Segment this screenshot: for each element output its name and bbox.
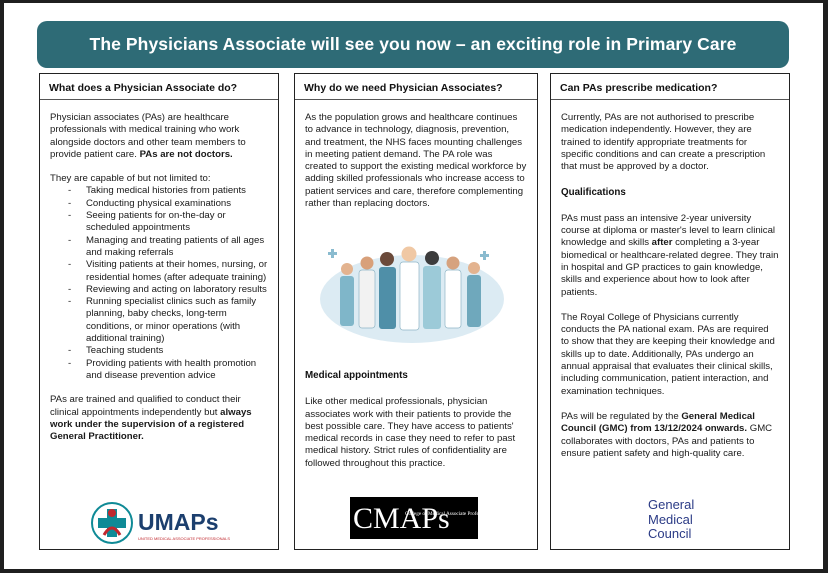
list-item: - Taking medical histories from patients	[68, 185, 268, 197]
gmc-logo-line: Medical	[648, 511, 693, 527]
column-prescribe	[550, 73, 790, 550]
banner-title: The Physicians Associate will see you now – an exciting role in Primary Care	[37, 21, 789, 68]
list-item: - Providing patients with health promotion and disease prevention advice	[68, 358, 268, 383]
umaps-logo	[88, 499, 238, 547]
rcp-paragraph: The Royal College of Physicians currently conducts the PA national exam. PAs are required to show that they are keeping their knowledge and skills up to date. Additionally, PAs undergo an annual appraisal that evaluates their clinical skills, including communication, patient interaction, and examination techniques.	[561, 311, 775, 397]
column-why-need	[294, 73, 538, 550]
closing-paragraph: PAs are trained and qualified to conduct their clinical appointments independently but always work under the supervision of a registered General Practitioner.	[50, 394, 252, 443]
column-heading: Can PAs prescribe medication?	[551, 74, 789, 100]
list-item: - Running specialist clinics such as family planning, baby checks, long-term conditions, or minor operations (with additional training)	[68, 296, 268, 345]
column-body	[551, 100, 789, 460]
qualifications-title: Qualifications	[561, 187, 626, 199]
gmc-logo-line: Council	[648, 526, 692, 541]
list-item: - Reviewing and acting on laboratory results	[68, 284, 268, 296]
column-what-pa-do	[39, 73, 279, 550]
appointments-section	[295, 370, 537, 470]
list-item: - Visiting patients at their homes, nursing, or residential homes (after adequate training)	[68, 259, 268, 284]
list-item: - Conducting physical examinations	[68, 198, 268, 210]
cmaps-logo-sub: College of Medical Associate Prof	[405, 511, 477, 517]
intro-paragraph: Physician associates (PAs) are healthcare professionals with medical training who work alongside doctors and other team members to provide patient care. PAs are not doctors.	[50, 112, 246, 160]
prescribe-paragraph: Currently, PAs are not authorised to prescribe medication independently. However, they are trained to identify appropriate treatments for specific conditions and can create a prescription that must be approved by a doctor.	[561, 112, 766, 173]
why-paragraph: As the population grows and healthcare continues to advance in technology, diagnosis, prevention, and treatment, the NHS faces mounting challenges in meeting patient demand. The PA role was created to support the existing medical workforce by adding skilled professionals who increase access to patient services and care, therefore complementing rather than replacing doctors.	[305, 112, 527, 210]
appointments-title: Medical appointments	[305, 370, 408, 381]
qualifications-paragraph: PAs must pass an intensive 2-year university course at diploma or master's level to learn clinical knowledge and skills after completing a 3-year biomedical or healthcare-related degree. They train in hospital and GP practices to gain knowledge, skills and experience about how to look after patients.	[561, 212, 779, 298]
cmaps-logo-text: CMAPs	[353, 502, 450, 535]
gmc-paragraph: PAs will be regulated by the General Medical Council (GMC) from 13/12/2024 onwards. GMC collaborates with doctors, PAs and patients to ensure patient safety and high-quality care.	[561, 410, 773, 459]
list-item: - Seeing patients for on-the-day or scheduled appointments	[68, 210, 268, 235]
list-item: - Teaching students	[68, 345, 268, 357]
leaflet-page	[4, 3, 823, 569]
column-heading: What does a Physician Associate do?	[40, 74, 278, 100]
gmc-logo	[648, 498, 694, 542]
cmaps-logo	[350, 497, 478, 539]
umaps-logo-sub: UNITED MEDICAL ASSOCIATE PROFESSIONALS	[138, 536, 231, 541]
gmc-logo-line: General	[648, 497, 695, 512]
column-body	[295, 100, 537, 210]
appointments-paragraph: Like other medical professionals, physician associates work with their patients to provide the best possible care. They have access to patients' medical records in case they need to refer to past medical history. Strict rules of confidentiality are followed throughout this practice.	[305, 396, 516, 469]
duties-list	[50, 185, 268, 382]
column-heading: Why do we need Physician Associates?	[295, 74, 537, 100]
healthcare-team-illustration	[317, 239, 507, 349]
umaps-logo-text: UMAPs	[138, 509, 219, 535]
capable-text: They are capable of but not limited to:	[50, 173, 211, 185]
list-item: - Managing and treating patients of all ages and making referrals	[68, 235, 268, 260]
column-body	[40, 100, 278, 443]
